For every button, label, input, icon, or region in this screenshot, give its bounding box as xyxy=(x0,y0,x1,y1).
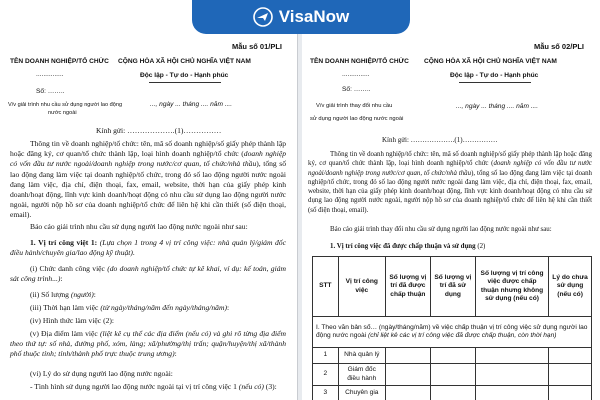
org-name-dots: ............... xyxy=(342,71,370,78)
subject-line-1: V/v giải trình thay đổi nhu cầu xyxy=(316,103,393,109)
row-cell xyxy=(475,364,548,386)
row-cell xyxy=(475,386,548,400)
item-ii: (ii) Số lượng (người): xyxy=(30,290,96,299)
row-cell xyxy=(385,364,430,386)
row-position: Chuyên gia xyxy=(338,386,385,400)
item-iii: (iii) Thời hạn làm việc (từ ngày/tháng/năm đến ngày/tháng/năm): xyxy=(30,303,230,312)
header-position: Vị trí công việc xyxy=(338,257,385,317)
header-stt: STT xyxy=(313,257,339,317)
report-line: Báo cáo giải trình thay đổi nhu cầu sử dụng người lao động nước ngoài như sau: xyxy=(330,226,552,233)
brand-banner xyxy=(192,0,410,34)
republic-header: CỘNG HÒA XÃ HỘI CHỦ NGHĨA VIỆT NAM xyxy=(118,58,251,65)
row-position: Nhà quản lý xyxy=(338,348,385,364)
recipient-line: Kính gửi: ……………….(1)…………… xyxy=(96,126,222,135)
date-line: ..., ngày ... tháng .... năm .... xyxy=(456,103,539,110)
motto-underline xyxy=(149,82,221,83)
motto: Độc lập - Tự do - Hạnh phúc xyxy=(140,72,229,79)
form-01-page xyxy=(0,0,298,400)
row-cell xyxy=(385,386,430,400)
table-row xyxy=(313,364,592,386)
header-approved: Số lượng vị trí đã được chấp thuận xyxy=(385,257,430,317)
row-cell xyxy=(385,348,430,364)
report-line: Báo cáo giải trình nhu cầu sử dụng người lao động nước ngoài như sau: xyxy=(30,222,248,231)
positions-table xyxy=(312,256,592,400)
form-number: Mẫu số 02/PLI xyxy=(534,42,585,51)
section-1-heading: 1. Vị trí công việc đã được chấp thuận và sử dụng (2) xyxy=(330,243,486,250)
item-1: 1. Vị trí công việt 1: (Lựa chọn 1 trong 4 vị trí công việc: nhà quản lý/giám đốc điều hành/chuyên gia/lao động kỹ thuật). xyxy=(10,238,286,258)
intro-paragraph: Thông tin về doanh nghiệp/tổ chức: tên, mã số doanh nghiệp/số giấy phép thành lập hoặc đăng ký, cơ quan/tổ chức thành lập, loại hình doanh nghiệp/tổ chức (doanh nghiệp có vốn đầu tư nước ngoài/doanh nghiệp trong nước/cơ quan, tổ chức/nhà thầu), tổng số lao động đang làm việc tại doanh nghiệp/tổ chức, trong đó số lao động người nước ngoài đang làm việc, địa chỉ, điện thoại, fax, email, website, thời hạn của giấy phép kinh doanh/hoạt động, lĩnh vực kinh doanh/hoạt động có nhu cầu sử dụng lao động người nước ngoài, người nộp hồ sơ của doanh nghiệp/tổ chức để liên hệ khi cần thiết (số điện thoại, email). xyxy=(308,151,592,214)
intro-paragraph: Thông tin về doanh nghiệp/tổ chức: tên, mã số doanh nghiệp/số giấy phép thành lập hoặc đăng ký, cơ quan/tổ chức thành lập, loại hình doanh nghiệp/tổ chức (doanh nghiệp có vốn đầu tư nước ngoài/doanh nghiệp trong nước/cơ quan, tổ chức/nhà thầu), tổng số lao động đang làm việc tại doanh nghiệp/tổ chức, trong đó số lao động người nước ngoài đang làm việc, địa chỉ, điện thoại, fax, email, website, thời hạn của giấy phép kinh doanh/hoạt động, lĩnh vực kinh doanh/hoạt động có nhu cầu sử dụng lao động người nước ngoài, người nộp hồ sơ của doanh nghiệp/tổ chức để liên hệ khi cần thiết (số điện thoại, email). xyxy=(10,139,286,220)
item-vi: (vi) Lý do sử dụng người lao động nước ngoài: xyxy=(30,369,173,378)
table-section-row xyxy=(313,317,592,348)
row-cell xyxy=(430,364,475,386)
table-row xyxy=(313,386,592,400)
subject-line-2: sử dụng người lao động nước ngoài xyxy=(310,116,404,122)
row-cell xyxy=(549,348,592,364)
row-position: Giám đốc điều hành xyxy=(338,364,385,386)
item-iv: (iv) Hình thức làm việc (2): xyxy=(30,316,115,325)
item-usage: - Tình hình sử dụng người lao động nước ngoài tại vị trí công việc 1 (nếu có) (3): xyxy=(30,382,277,391)
item-i: (i) Chức danh công việc (do doanh nghiệp/tổ chức tự kê khai, ví dụ: kế toán, giám sát công trình...): xyxy=(10,264,286,284)
table-row xyxy=(313,348,592,364)
row-cell xyxy=(549,364,592,386)
header-unused: Số lượng vị trí công việc được chấp thuận nhưng không sử dụng (nếu có) xyxy=(475,257,548,317)
subject-line-2: nước ngoài xyxy=(48,110,77,116)
motto: Độc lập - Tự do - Hạnh phúc xyxy=(450,72,539,79)
header-reason: Lý do chưa sử dụng (nếu có) xyxy=(549,257,592,317)
item-v: (v) Địa điểm làm việc (liệt kê cụ thể các địa điểm (nếu có) và ghi rõ từng địa điểm theo thứ tự: số nhà, đường phố, xóm, làng; xã/phường/thị trấn; quận/huyện/thị xã/thành phố thuộc tỉnh; tỉnh/thành phố trực thuộc trung ương): xyxy=(10,329,286,359)
brand-logo xyxy=(253,7,350,27)
form-number: Mẫu số 01/PLI xyxy=(232,42,283,51)
row-stt: 1 xyxy=(313,348,339,364)
section-row-cell: I. Theo văn bản số… (ngày/tháng/năm) về việc chấp thuận vị trí công việc sử dụng người lao động nước ngoài (chỉ liệt kê các vị trí công việc đã được chấp thuận, còn thời hạn) xyxy=(313,317,592,348)
date-line: ..., ngày ... tháng .... năm .... xyxy=(150,101,233,108)
document-number: Số: …….. xyxy=(36,88,65,95)
org-header: TÊN DOANH NGHIỆP/TỔ CHỨC xyxy=(10,58,109,65)
subject-line-1: V/v giải trình nhu cầu sử dụng người lao động xyxy=(8,102,123,108)
plane-icon xyxy=(253,7,273,27)
row-cell xyxy=(430,348,475,364)
document-number: Số: …….. xyxy=(342,86,371,93)
org-name-dots: ............... xyxy=(36,71,64,78)
row-cell xyxy=(430,386,475,400)
org-header: TÊN DOANH NGHIỆP/TỔ CHỨC xyxy=(310,58,409,65)
republic-header: CỘNG HÒA XÃ HỘI CHỦ NGHĨA VIỆT NAM xyxy=(424,58,557,65)
row-cell xyxy=(475,348,548,364)
form-02-page xyxy=(302,0,600,400)
row-stt: 2 xyxy=(313,364,339,386)
row-stt: 3 xyxy=(313,386,339,400)
recipient-line: Kính gửi: ……………….(1)…………… xyxy=(382,136,498,144)
header-used: Số lượng vị trí đã sử dụng xyxy=(430,257,475,317)
row-cell xyxy=(549,386,592,400)
motto-underline xyxy=(459,82,531,83)
brand-name: VisaNow xyxy=(278,7,350,26)
